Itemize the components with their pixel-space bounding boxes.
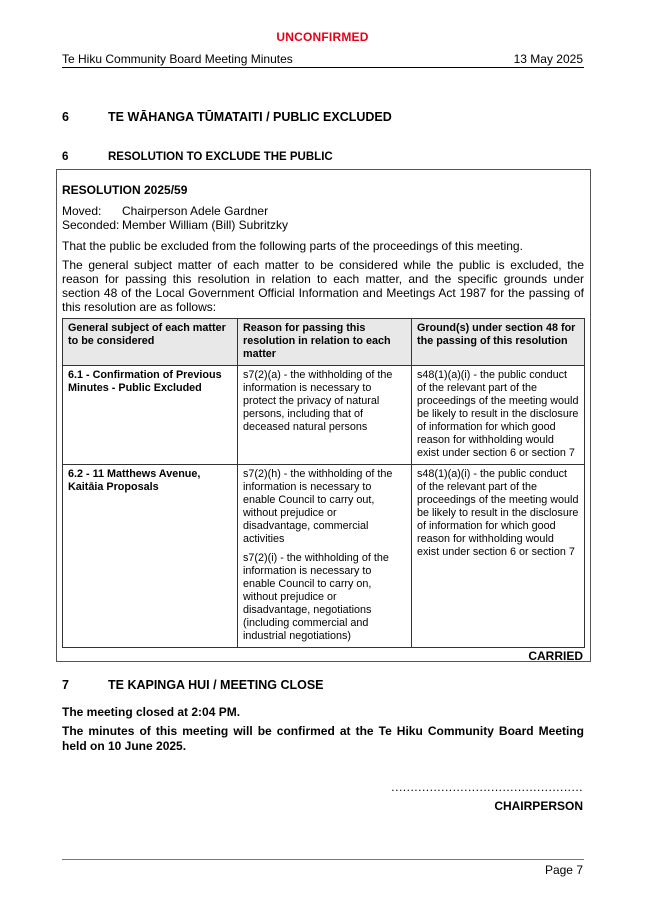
resolution-intro: That the public be excluded from the following parts of the proceedings of this meeting. (62, 239, 523, 253)
section-7-title: TE KAPINGA HUI / MEETING CLOSE (108, 678, 324, 692)
column-header-grounds: Ground(s) under section 48 for the passing of this resolution (412, 319, 585, 366)
moved-label: Moved: (62, 204, 102, 218)
header-title: Te Hiku Community Board Meeting Minutes (62, 52, 293, 66)
column-header-reason: Reason for passing this resolution in relation to each matter (238, 319, 412, 366)
column-header-subject: General subject of each matter to be considered (63, 319, 238, 366)
row-ground: s48(1)(a)(i) - the public conduct of the relevant part of the proceedings of the meeting would be likely to result in the disclosure of information for which good reason for withholding would exist under section 6 or section 7 (412, 465, 585, 648)
confirmation-text: The minutes of this meeting will be confirmed at the Te Hiku Community Board Meeting held on 10 June 2025. (62, 724, 584, 753)
seconded-value: Member William (Bill) Subritzky (122, 218, 289, 232)
item-6-title: RESOLUTION TO EXCLUDE THE PUBLIC (108, 151, 333, 163)
section-6-number: 6 (62, 110, 69, 124)
row-subject: 6.2 - 11 Matthews Avenue, Kaitāia Proposals (63, 465, 238, 648)
reason-text: s7(2)(h) - the withholding of the information is necessary to enable Council to carry out, without prejudice or disadvantage, commercial activities (243, 468, 393, 545)
row-subject: 6.1 - Confirmation of Previous Minutes - Public Excluded (63, 366, 238, 465)
resolution-outcome: CARRIED (528, 649, 583, 663)
resolution-heading: RESOLUTION 2025/59 (62, 183, 188, 197)
footer-divider (62, 859, 584, 860)
row-reason (238, 465, 412, 648)
row-ground: s48(1)(a)(i) - the public conduct of the relevant part of the proceedings of the meeting would be likely to result in the disclosure of information for which good reason for withholding would exist under section 6 or section 7 (412, 366, 585, 465)
header-divider (62, 67, 584, 68)
reason-text: s7(2)(a) - the withholding of the information is necessary to protect the privacy of natural persons, including that of deceased natural persons (243, 369, 393, 433)
resolution-body: The general subject matter of each matter to be considered while the public is excluded, the reason for passing this resolution in relation to each matter, and the specific grounds under section 48 of the Local Government Official Information and Meetings Act 1987 for the passing of this resolution are as follows: (62, 258, 584, 314)
section-6-title: TE WĀHANGA TŪMATAITI / PUBLIC EXCLUDED (108, 110, 392, 124)
row-reason (238, 366, 412, 465)
table-row (63, 366, 585, 465)
grounds-table (62, 318, 585, 648)
signatory-role: CHAIRPERSON (494, 799, 583, 813)
table-row (63, 465, 585, 648)
seconded-label: Seconded: (62, 218, 120, 232)
signature-line: .................................................. (391, 780, 583, 794)
item-6-number: 6 (62, 151, 69, 163)
moved-value: Chairperson Adele Gardner (122, 204, 269, 218)
section-7-number: 7 (62, 678, 69, 692)
reason-text: s7(2)(i) - the withholding of the information is necessary to enable Council to carry on, without prejudice or disadvantage, negotiations (including commercial and industrial negotiations) (243, 552, 389, 642)
page-number: Page 7 (544, 863, 583, 877)
mover-block (62, 204, 288, 232)
header-date: 13 May 2025 (513, 52, 583, 66)
meeting-closed-text: The meeting closed at 2:04 PM. (62, 705, 241, 719)
unconfirmed-watermark: UNCONFIRMED (276, 30, 369, 44)
table-header-row (63, 319, 585, 366)
